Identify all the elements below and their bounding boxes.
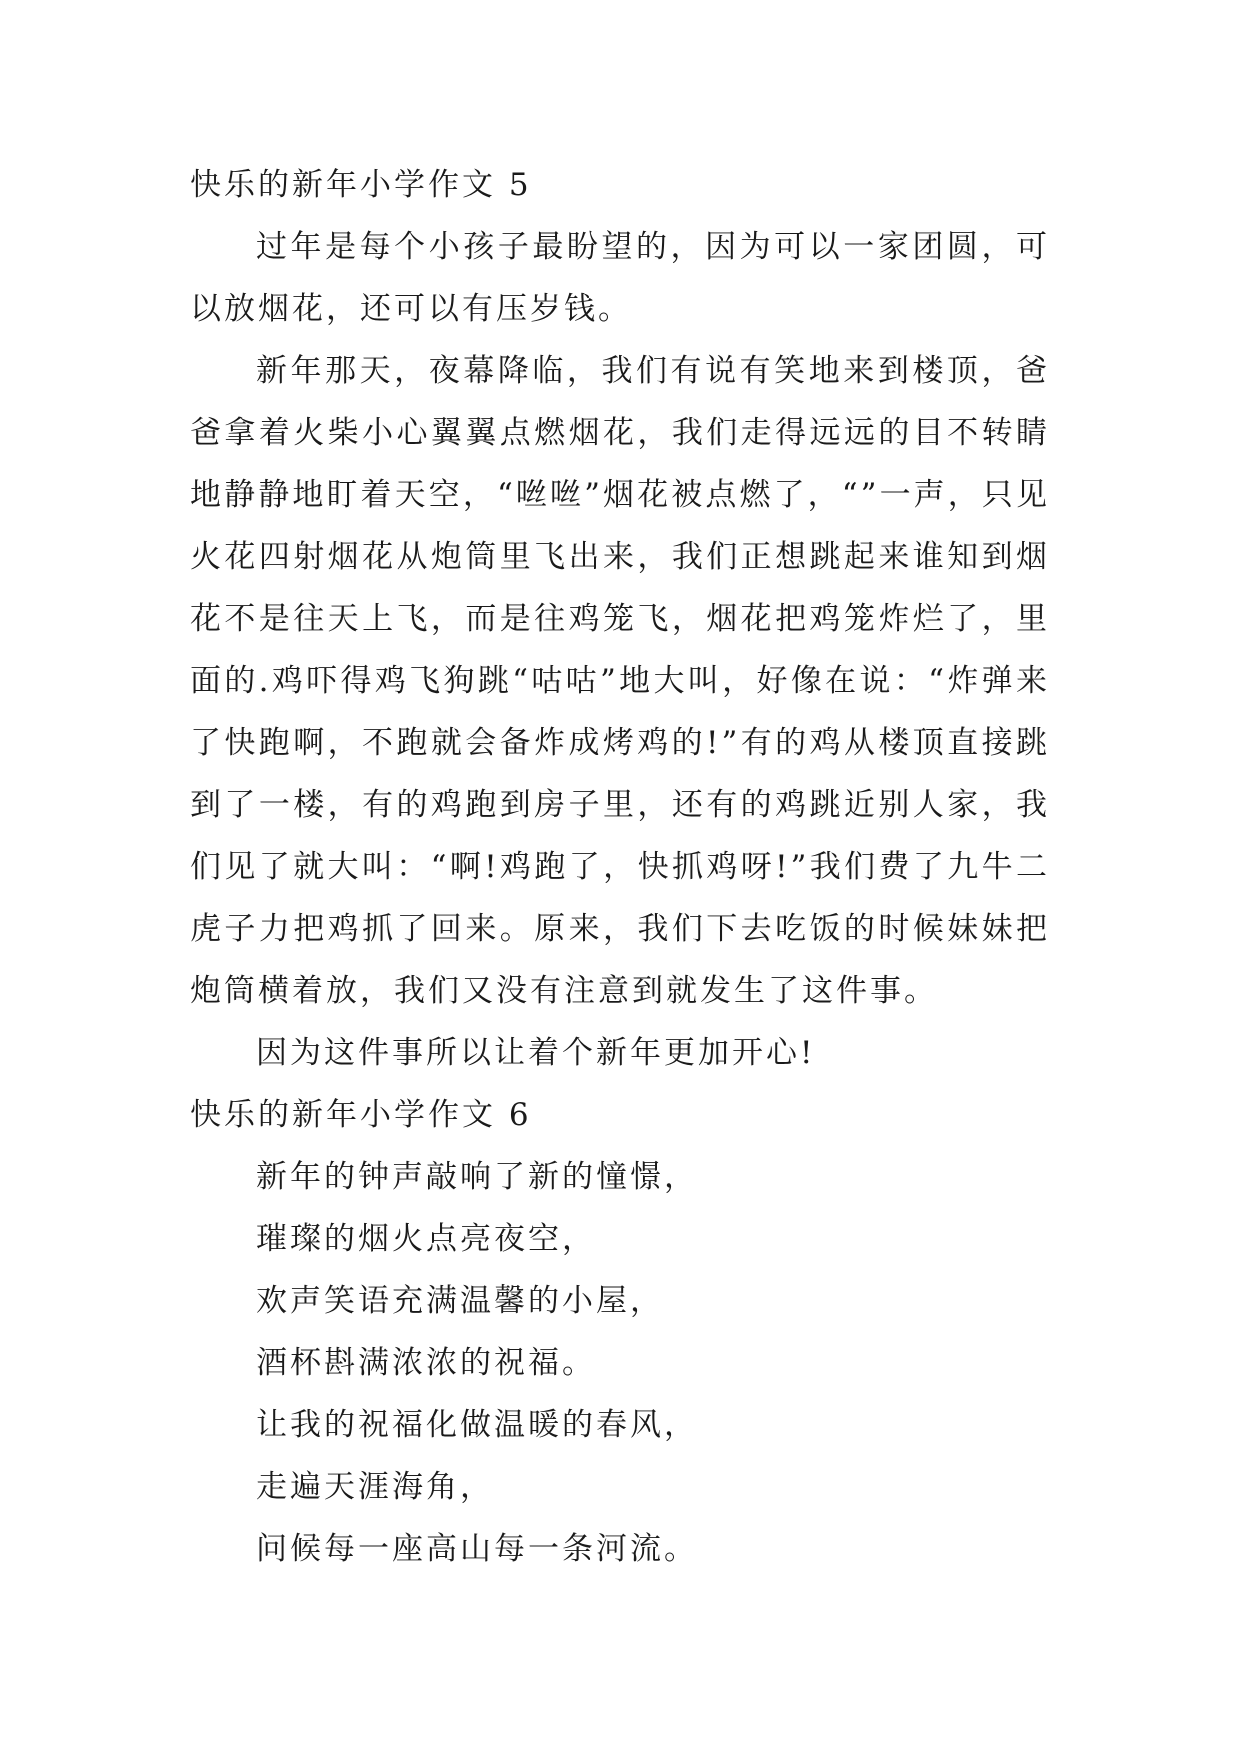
poem-line: 问候每一座高山每一条河流。 [256,1531,698,1567]
essay-6-title: 快乐的新年小学作文 6 [190,1097,532,1133]
essay-5-section [190,154,1050,1084]
poem-line: 酒杯斟满浓浓的祝福。 [256,1345,596,1381]
essay-5-paragraph-1: 过年是每个小孩子最盼望的，因为可以一家团圆，可以放烟花，还可以有压岁钱。 [190,229,1050,327]
essay-5-paragraph-2: 新年那天，夜幕降临，我们有说有笑地来到楼顶，爸爸拿着火柴小心翼翼点燃烟花，我们走得远远的目不转睛地静静地盯着天空，“咝咝”烟花被点燃了，“”一声，只见火花四射烟花从炮筒里飞出来，我们正想跳起来谁知到烟花不是往天上飞，而是往鸡笼飞，烟花把鸡笼炸烂了，里面的.鸡吓得鸡飞狗跳“咕咕”地大叫，好像在说：“炸弹来了快跑啊，不跑就会备炸成烤鸡的!”有的鸡从楼顶直接跳到了一楼，有的鸡跑到房子里，还有的鸡跳近别人家，我们见了就大叫：“啊!鸡跑了，快抓鸡呀!”我们费了九牛二虎子力把鸡抓了回来。原来，我们下去吃饭的时候妹妹把炮筒横着放，我们又没有注意到就发生了这件事。 [190,353,1050,1009]
poem-line: 新年的钟声敲响了新的憧憬， [256,1159,698,1195]
essay-5-paragraph-3: 因为这件事所以让着个新年更加开心! [256,1035,816,1071]
essay-6-section [190,1084,1050,1580]
poem-line: 璀璨的烟火点亮夜空， [256,1221,596,1257]
essay-6-poem [190,1146,1050,1580]
poem-line: 欢声笑语充满温馨的小屋， [256,1283,664,1319]
essay-5-title: 快乐的新年小学作文 5 [190,167,532,203]
poem-line: 走遍天涯海角， [256,1469,494,1505]
poem-line: 让我的祝福化做温暖的春风， [256,1407,698,1443]
